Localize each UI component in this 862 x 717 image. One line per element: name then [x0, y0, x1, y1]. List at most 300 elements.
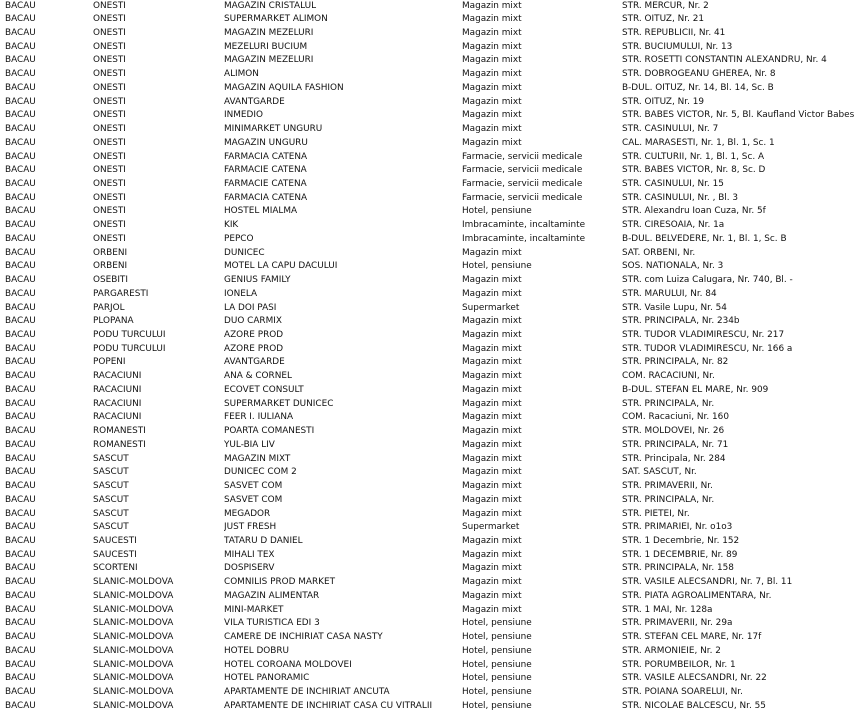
- table-row: [0, 219, 862, 233]
- table-row: [0, 96, 862, 110]
- locality-cell: RACACIUNI: [93, 398, 142, 409]
- table-row: [0, 562, 862, 576]
- county-cell: BACAU: [5, 96, 36, 107]
- address-cell: STR. com Luiza Calugara, Nr. 740, Bl. -: [622, 275, 793, 286]
- table-row: [0, 288, 862, 302]
- address-cell: STR. PRINCIPALA, Nr.: [622, 398, 715, 409]
- business-name-cell: MAGAZIN MEZELURI: [224, 55, 314, 66]
- category-cell: Hotel, pensiune: [462, 673, 532, 684]
- table-row: [0, 233, 862, 247]
- business-name-cell: FARMACIE CATENA: [224, 178, 307, 189]
- county-cell: BACAU: [5, 233, 36, 244]
- business-name-cell: MAGAZIN CRISTALUL: [224, 0, 317, 11]
- county-cell: BACAU: [5, 467, 36, 478]
- address-cell: STR. BABES VICTOR, Nr. 5, Bl. Kaufland Victor Babes: [622, 110, 855, 121]
- locality-cell: SLANIC-MOLDOVA: [93, 618, 174, 629]
- address-cell: STR. Alexandru Ioan Cuza, Nr. 5f: [622, 206, 766, 217]
- business-name-cell: MINI-MARKET: [224, 604, 284, 615]
- address-cell: STR. PRIMAVERII, Nr. 29a: [622, 618, 733, 629]
- county-cell: BACAU: [5, 110, 36, 121]
- locality-cell: POPENI: [93, 357, 126, 368]
- table-row: [0, 535, 862, 549]
- category-cell: Farmacie, servicii medicale: [462, 151, 583, 162]
- locality-cell: SAUCESTI: [93, 535, 137, 546]
- address-cell: STR. PRINCIPALA, Nr. 234b: [622, 316, 740, 327]
- county-cell: BACAU: [5, 522, 36, 533]
- address-cell: STR. DOBROGEANU GHEREA, Nr. 8: [622, 69, 776, 80]
- business-name-cell: JUST FRESH: [224, 522, 277, 533]
- business-name-cell: HOTEL COROANA MOLDOVEI: [224, 659, 352, 670]
- county-cell: BACAU: [5, 0, 36, 11]
- category-cell: Magazin mixt: [462, 590, 522, 601]
- category-cell: Hotel, pensiune: [462, 687, 532, 697]
- business-name-cell: APARTAMENTE DE INCHIRIAT ANCUTA: [224, 687, 390, 697]
- business-name-cell: FEER I. IULIANA: [224, 412, 294, 423]
- category-cell: Magazin mixt: [462, 288, 522, 299]
- category-cell: Magazin mixt: [462, 604, 522, 615]
- business-name-cell: MEGADOR: [224, 508, 271, 519]
- county-cell: BACAU: [5, 508, 36, 519]
- county-cell: BACAU: [5, 316, 36, 327]
- category-cell: Magazin mixt: [462, 439, 522, 450]
- county-cell: BACAU: [5, 618, 36, 629]
- business-name-cell: SASVET COM: [224, 481, 283, 492]
- table-row: [0, 494, 862, 508]
- table-row: [0, 68, 862, 82]
- category-cell: Magazin mixt: [462, 330, 522, 341]
- table-row: [0, 549, 862, 563]
- table-row: [0, 13, 862, 27]
- address-cell: STR. PIATA AGROALIMENTARA, Nr.: [622, 590, 772, 601]
- locality-cell: ONESTI: [93, 110, 126, 121]
- address-cell: STR. CULTURII, Nr. 1, Bl. 1, Sc. A: [622, 151, 765, 162]
- category-cell: Magazin mixt: [462, 69, 522, 80]
- county-cell: BACAU: [5, 384, 36, 395]
- business-name-cell: PEPCO: [224, 233, 254, 244]
- locality-cell: SASCUT: [93, 508, 129, 519]
- locality-cell: SASCUT: [93, 481, 129, 492]
- locality-cell: SLANIC-MOLDOVA: [93, 673, 174, 684]
- county-cell: BACAU: [5, 357, 36, 368]
- locality-cell: SASCUT: [93, 494, 129, 505]
- locality-cell: SLANIC-MOLDOVA: [93, 577, 174, 588]
- county-cell: BACAU: [5, 494, 36, 505]
- county-cell: BACAU: [5, 426, 36, 437]
- table-row: [0, 631, 862, 645]
- address-cell: STR. PRIMARIEI, Nr. o1o3: [622, 522, 733, 533]
- business-name-cell: DUNICEC COM 2: [224, 467, 297, 478]
- business-name-cell: AZORE PROD: [224, 330, 284, 341]
- address-cell: B-DUL. BELVEDERE, Nr. 1, Bl. 1, Sc. B: [622, 233, 787, 244]
- county-cell: BACAU: [5, 481, 36, 492]
- address-cell: B-DUL. OITUZ, Nr. 14, Bl. 14, Sc. B: [622, 82, 774, 93]
- locality-cell: ORBENI: [93, 247, 128, 258]
- address-cell: STR. STEFAN CEL MARE, Nr. 17f: [622, 632, 762, 643]
- county-cell: BACAU: [5, 151, 36, 162]
- category-cell: Imbracaminte, incaltaminte: [462, 233, 586, 244]
- address-cell: STR. PRIMAVERII, Nr.: [622, 481, 713, 492]
- category-cell: Farmacie, servicii medicale: [462, 178, 583, 189]
- category-cell: Magazin mixt: [462, 343, 522, 354]
- category-cell: Imbracaminte, incaltaminte: [462, 220, 586, 231]
- table-row: [0, 260, 862, 274]
- table-row: [0, 302, 862, 316]
- business-name-cell: DUNICEC: [224, 247, 265, 258]
- address-cell: COM. RACACIUNI, Nr.: [622, 371, 715, 382]
- category-cell: Farmacie, servicii medicale: [462, 165, 583, 176]
- address-cell: CAL. MARASESTI, Nr. 1, Bl. 1, Sc. 1: [622, 137, 775, 148]
- category-cell: Magazin mixt: [462, 137, 522, 148]
- category-cell: Magazin mixt: [462, 549, 522, 560]
- table-row: [0, 82, 862, 96]
- business-name-cell: MAGAZIN MEZELURI: [224, 27, 314, 38]
- county-cell: BACAU: [5, 165, 36, 176]
- county-cell: BACAU: [5, 645, 36, 656]
- table-row: [0, 41, 862, 55]
- locality-cell: ONESTI: [93, 178, 126, 189]
- address-cell: STR. CASINULUI, Nr. , Bl. 3: [622, 192, 739, 203]
- locality-cell: ONESTI: [93, 55, 126, 66]
- locality-cell: SASCUT: [93, 522, 129, 533]
- table-row: [0, 247, 862, 261]
- address-cell: STR. ARMONIEIE, Nr. 2: [622, 645, 721, 656]
- category-cell: Magazin mixt: [462, 535, 522, 546]
- table-row: [0, 315, 862, 329]
- address-cell: SOS. NATIONALA, Nr. 3: [622, 261, 724, 272]
- county-cell: BACAU: [5, 288, 36, 299]
- locality-cell: ROMANESTI: [93, 439, 146, 450]
- county-cell: BACAU: [5, 220, 36, 231]
- locality-cell: ONESTI: [93, 206, 126, 217]
- locality-cell: ROMANESTI: [93, 426, 146, 437]
- locality-cell: ONESTI: [93, 0, 126, 11]
- locality-cell: PARGARESTI: [93, 288, 149, 299]
- category-cell: Supermarket: [462, 302, 520, 313]
- table-row: [0, 54, 862, 68]
- category-cell: Magazin mixt: [462, 124, 522, 135]
- business-name-cell: HOSTEL MIALMA: [224, 206, 298, 217]
- address-cell: STR. PRINCIPALA, Nr. 158: [622, 563, 734, 574]
- address-cell: STR. PRINCIPALA, Nr. 82: [622, 357, 729, 368]
- county-cell: BACAU: [5, 192, 36, 203]
- table-row: [0, 700, 862, 714]
- business-name-cell: MOTEL LA CAPU DACULUI: [224, 261, 338, 272]
- locality-cell: ONESTI: [93, 82, 126, 93]
- locality-cell: ONESTI: [93, 165, 126, 176]
- business-name-cell: AZORE PROD: [224, 343, 284, 354]
- category-cell: Magazin mixt: [462, 453, 522, 464]
- table-row: [0, 192, 862, 206]
- business-name-cell: IONELA: [224, 288, 258, 299]
- table-row: [0, 425, 862, 439]
- county-cell: BACAU: [5, 275, 36, 286]
- business-name-cell: DUO CARMIX: [224, 316, 282, 327]
- business-name-cell: APARTAMENTE DE INCHIRIAT CASA CU VITRALII: [224, 700, 433, 711]
- category-cell: Magazin mixt: [462, 275, 522, 286]
- table-row: [0, 521, 862, 535]
- business-name-cell: AVANTGARDE: [224, 357, 285, 368]
- business-name-cell: YUL-BIA LIV: [224, 439, 275, 450]
- category-cell: Hotel, pensiune: [462, 206, 532, 217]
- table-row: [0, 178, 862, 192]
- locality-cell: ONESTI: [93, 151, 126, 162]
- table-row: [0, 356, 862, 370]
- category-cell: Magazin mixt: [462, 371, 522, 382]
- address-cell: STR. NICOLAE BALCESCU, Nr. 55: [622, 700, 766, 711]
- locality-cell: PODU TURCULUI: [93, 330, 166, 341]
- category-cell: Magazin mixt: [462, 316, 522, 327]
- address-cell: STR. TUDOR VLADIMIRESCU, Nr. 217: [622, 330, 785, 341]
- category-cell: Magazin mixt: [462, 384, 522, 395]
- category-cell: Hotel, pensiune: [462, 261, 532, 272]
- category-cell: Magazin mixt: [462, 0, 522, 11]
- address-cell: STR. Vasile Lupu, Nr. 54: [622, 302, 727, 313]
- county-cell: BACAU: [5, 549, 36, 560]
- business-name-cell: AVANTGARDE: [224, 96, 285, 107]
- county-cell: BACAU: [5, 687, 36, 697]
- table-row: [0, 384, 862, 398]
- county-cell: BACAU: [5, 247, 36, 258]
- business-name-cell: KIK: [224, 220, 239, 231]
- business-name-cell: SASVET COM: [224, 494, 283, 505]
- category-cell: Magazin mixt: [462, 27, 522, 38]
- address-cell: STR. PRINCIPALA, Nr.: [622, 494, 715, 505]
- business-name-cell: ANA & CORNEL: [224, 371, 292, 382]
- address-cell: STR. 1 DECEMBRIE, Nr. 89: [622, 549, 738, 560]
- county-cell: BACAU: [5, 14, 36, 25]
- county-cell: BACAU: [5, 330, 36, 341]
- county-cell: BACAU: [5, 371, 36, 382]
- table-row: [0, 205, 862, 219]
- locality-cell: SLANIC-MOLDOVA: [93, 632, 174, 643]
- county-cell: BACAU: [5, 55, 36, 66]
- locality-cell: ONESTI: [93, 233, 126, 244]
- category-cell: Farmacie, servicii medicale: [462, 192, 583, 203]
- category-cell: Magazin mixt: [462, 41, 522, 52]
- business-name-cell: VILA TURISTICA EDI 3: [224, 618, 320, 629]
- table-row: [0, 466, 862, 480]
- category-cell: Magazin mixt: [462, 247, 522, 258]
- table-row: [0, 672, 862, 686]
- table-row: [0, 329, 862, 343]
- address-cell: SAT. ORBENI, Nr.: [622, 247, 696, 258]
- address-cell: STR. CASINULUI, Nr. 15: [622, 178, 724, 189]
- category-cell: Magazin mixt: [462, 412, 522, 423]
- category-cell: Hotel, pensiune: [462, 645, 532, 656]
- business-name-cell: ECOVET CONSULT: [224, 384, 304, 395]
- business-name-cell: LA DOI PASI: [224, 302, 277, 313]
- business-name-cell: GENIUS FAMILY: [224, 275, 291, 286]
- category-cell: Magazin mixt: [462, 426, 522, 437]
- table-row: [0, 411, 862, 425]
- table-row: [0, 659, 862, 673]
- category-cell: Hotel, pensiune: [462, 700, 532, 711]
- business-name-cell: INMEDIO: [224, 110, 263, 121]
- address-cell: STR. Principala, Nr. 284: [622, 453, 726, 464]
- category-cell: Magazin mixt: [462, 577, 522, 588]
- business-name-cell: MAGAZIN MIXT: [224, 453, 291, 464]
- address-cell: STR. OITUZ, Nr. 19: [622, 96, 705, 107]
- address-cell: STR. MERCUR, Nr. 2: [622, 0, 709, 11]
- table-row: [0, 27, 862, 41]
- address-cell: STR. BABES VICTOR, Nr. 8, Sc. D: [622, 165, 766, 176]
- county-cell: BACAU: [5, 137, 36, 148]
- address-cell: STR. POIANA SOARELUI, Nr.: [622, 687, 743, 697]
- address-cell: STR. MARULUI, Nr. 84: [622, 288, 717, 299]
- category-cell: Supermarket: [462, 522, 520, 533]
- category-cell: Magazin mixt: [462, 398, 522, 409]
- locality-cell: SLANIC-MOLDOVA: [93, 604, 174, 615]
- locality-cell: ONESTI: [93, 14, 126, 25]
- address-cell: STR. 1 Decembrie, Nr. 152: [622, 535, 740, 546]
- locality-cell: SLANIC-MOLDOVA: [93, 590, 174, 601]
- county-cell: BACAU: [5, 563, 36, 574]
- locality-cell: SLANIC-MOLDOVA: [93, 645, 174, 656]
- locality-cell: SASCUT: [93, 467, 129, 478]
- business-name-cell: HOTEL DOBRU: [224, 645, 290, 656]
- table-row: [0, 109, 862, 123]
- table-row: [0, 151, 862, 165]
- business-name-cell: CAMERE DE INCHIRIAT CASA NASTY: [224, 632, 383, 643]
- locality-cell: ONESTI: [93, 137, 126, 148]
- business-name-cell: ALIMON: [224, 69, 259, 80]
- locality-cell: SASCUT: [93, 453, 129, 464]
- locality-cell: SLANIC-MOLDOVA: [93, 700, 174, 711]
- locality-cell: SAUCESTI: [93, 549, 137, 560]
- address-cell: STR. CIRESOAIA, Nr. 1a: [622, 220, 725, 231]
- address-cell: STR. PRINCIPALA, Nr. 71: [622, 439, 729, 450]
- locality-cell: ONESTI: [93, 27, 126, 38]
- business-name-cell: TATARU D DANIEL: [224, 535, 303, 546]
- table-row: [0, 686, 862, 700]
- table-row: [0, 508, 862, 522]
- locality-cell: ONESTI: [93, 96, 126, 107]
- address-cell: STR. 1 MAI, Nr. 128a: [622, 604, 713, 615]
- business-name-cell: SUPERMARKET DUNICEC: [224, 398, 334, 409]
- address-cell: STR. BUCIUMULUI, Nr. 13: [622, 41, 733, 52]
- category-cell: Magazin mixt: [462, 563, 522, 574]
- address-cell: COM. Racaciuni, Nr. 160: [622, 412, 729, 423]
- locality-cell: ONESTI: [93, 41, 126, 52]
- county-cell: BACAU: [5, 178, 36, 189]
- business-name-cell: MINIMARKET UNGURU: [224, 124, 323, 135]
- county-cell: BACAU: [5, 632, 36, 643]
- category-cell: Magazin mixt: [462, 494, 522, 505]
- table-row: [0, 604, 862, 618]
- address-cell: STR. VASILE ALECSANDRI, Nr. 22: [622, 673, 767, 684]
- table-row: [0, 617, 862, 631]
- address-cell: STR. TUDOR VLADIMIRESCU, Nr. 166 a: [622, 343, 793, 354]
- category-cell: Magazin mixt: [462, 14, 522, 25]
- locality-cell: ONESTI: [93, 124, 126, 135]
- county-cell: BACAU: [5, 261, 36, 272]
- address-cell: SAT. SASCUT, Nr.: [622, 467, 697, 478]
- category-cell: Magazin mixt: [462, 357, 522, 368]
- table-row: [0, 370, 862, 384]
- locality-cell: RACACIUNI: [93, 412, 142, 423]
- business-name-cell: FARMACIA CATENA: [224, 192, 308, 203]
- table-row: [0, 576, 862, 590]
- address-cell: STR. ROSETTI CONSTANTIN ALEXANDRU, Nr. 4: [622, 55, 827, 66]
- county-cell: BACAU: [5, 590, 36, 601]
- address-cell: B-DUL. STEFAN EL MARE, Nr. 909: [622, 384, 769, 395]
- county-cell: BACAU: [5, 604, 36, 615]
- county-cell: BACAU: [5, 302, 36, 313]
- table-row: [0, 439, 862, 453]
- county-cell: BACAU: [5, 439, 36, 450]
- business-name-cell: MIHALI TEX: [224, 549, 275, 560]
- county-cell: BACAU: [5, 453, 36, 464]
- table-row: [0, 645, 862, 659]
- category-cell: Magazin mixt: [462, 110, 522, 121]
- county-cell: BACAU: [5, 27, 36, 38]
- address-cell: STR. REPUBLICII, Nr. 41: [622, 27, 726, 38]
- county-cell: BACAU: [5, 700, 36, 711]
- address-cell: STR. CASINULUI, Nr. 7: [622, 124, 719, 135]
- business-name-cell: SUPERMARKET ALIMON: [224, 14, 328, 25]
- locality-cell: SCORTENI: [93, 563, 138, 574]
- county-cell: BACAU: [5, 206, 36, 217]
- table-row: [0, 343, 862, 357]
- category-cell: Magazin mixt: [462, 481, 522, 492]
- business-name-cell: HOTEL PANORAMIC: [224, 673, 310, 684]
- locality-cell: ONESTI: [93, 69, 126, 80]
- business-name-cell: FARMACIA CATENA: [224, 151, 308, 162]
- county-cell: BACAU: [5, 69, 36, 80]
- business-name-cell: COMNILIS PROD MARKET: [224, 577, 336, 588]
- county-cell: BACAU: [5, 577, 36, 588]
- address-cell: STR. PIETEI, Nr.: [622, 508, 690, 519]
- county-cell: BACAU: [5, 412, 36, 423]
- table-row: [0, 137, 862, 151]
- address-cell: STR. OITUZ, Nr. 21: [622, 14, 705, 25]
- table-row: [0, 453, 862, 467]
- table-row: [0, 274, 862, 288]
- business-name-cell: MAGAZIN UNGURU: [224, 137, 308, 148]
- locality-cell: SLANIC-MOLDOVA: [93, 687, 174, 697]
- table-row: [0, 164, 862, 178]
- locality-cell: OSEBITI: [93, 275, 128, 286]
- category-cell: Magazin mixt: [462, 96, 522, 107]
- business-name-cell: MEZELURI BUCIUM: [224, 41, 308, 52]
- category-cell: Magazin mixt: [462, 508, 522, 519]
- business-name-cell: POARTA COMANESTI: [224, 426, 315, 437]
- table-row: [0, 0, 862, 13]
- category-cell: Magazin mixt: [462, 82, 522, 93]
- business-name-cell: FARMACIE CATENA: [224, 165, 307, 176]
- address-cell: STR. MOLDOVEI, Nr. 26: [622, 426, 725, 437]
- business-name-cell: MAGAZIN ALIMENTAR: [224, 590, 320, 601]
- category-cell: Hotel, pensiune: [462, 618, 532, 629]
- table-row: [0, 480, 862, 494]
- locality-cell: RACACIUNI: [93, 384, 142, 395]
- locality-cell: PLOPANA: [93, 316, 134, 327]
- locality-cell: SLANIC-MOLDOVA: [93, 659, 174, 670]
- county-cell: BACAU: [5, 659, 36, 670]
- locality-cell: ORBENI: [93, 261, 128, 272]
- county-cell: BACAU: [5, 535, 36, 546]
- address-cell: STR. VASILE ALECSANDRI, Nr. 7, Bl. 11: [622, 577, 793, 588]
- category-cell: Hotel, pensiune: [462, 632, 532, 643]
- table-row: [0, 123, 862, 137]
- locality-cell: RACACIUNI: [93, 371, 142, 382]
- category-cell: Magazin mixt: [462, 467, 522, 478]
- address-cell: STR. PORUMBEILOR, Nr. 1: [622, 659, 736, 670]
- locality-cell: PODU TURCULUI: [93, 343, 166, 354]
- locality-cell: ONESTI: [93, 220, 126, 231]
- table-row: [0, 398, 862, 412]
- county-cell: BACAU: [5, 124, 36, 135]
